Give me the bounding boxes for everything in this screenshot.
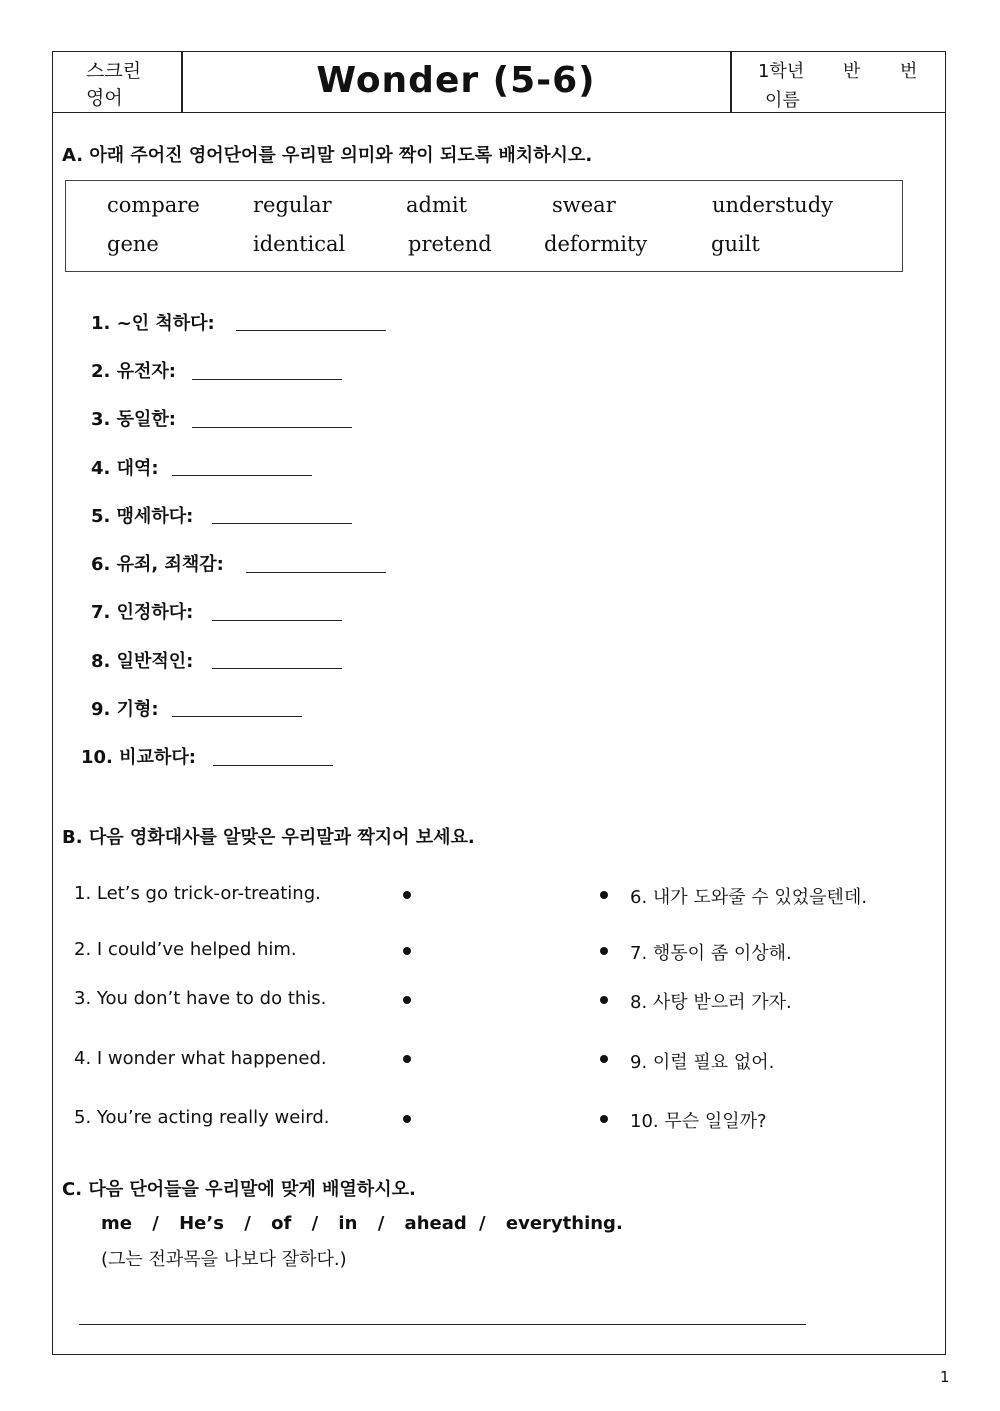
match-dot-right[interactable] (600, 947, 608, 955)
english-line: 1. Let’s go trick-or-treating. (74, 883, 321, 904)
match-dot-left[interactable] (403, 1055, 411, 1063)
scrambled-word: ahead (404, 1213, 467, 1234)
scrambled-word: of (271, 1213, 292, 1234)
match-dot-left[interactable] (403, 996, 411, 1004)
match-dot-right[interactable] (600, 891, 608, 899)
word-bank-item: identical (253, 232, 346, 256)
word-bank-item: admit (406, 193, 468, 217)
match-dot-right[interactable] (600, 996, 608, 1004)
answer-blank[interactable] (172, 716, 302, 717)
word-bank-item: swear (552, 193, 616, 217)
answer-blank[interactable] (213, 765, 333, 766)
english-line: 3. You don’t have to do this. (74, 988, 327, 1009)
section-c-heading: C. 다음 단어들을 우리말에 맞게 배열하시오. (62, 1179, 416, 1200)
english-line: 4. I wonder what happened. (74, 1048, 327, 1069)
word-bank-item: gene (107, 232, 159, 256)
answer-blank[interactable] (212, 620, 342, 621)
word-separator: / (152, 1213, 159, 1234)
scrambled-word: He’s (179, 1213, 224, 1234)
word-separator: / (479, 1213, 486, 1234)
scrambled-word: everything. (505, 1213, 623, 1234)
subject-line-1: 스크린 (86, 60, 142, 82)
word-bank-item: regular (253, 193, 332, 217)
answer-blank[interactable] (212, 523, 352, 524)
section-a-heading: A. 아래 주어진 영어단어를 우리말 의미와 짝이 되도록 배치하시오. (62, 145, 593, 166)
question-label: 4. 대역: (91, 458, 159, 479)
scrambled-word: me (101, 1213, 132, 1234)
question-label: 6. 유죄, 죄책감: (91, 554, 224, 575)
korean-line: 6. 내가 도와줄 수 있었을텐데. (630, 887, 868, 908)
answer-line[interactable] (79, 1324, 806, 1325)
page-number: 1 (940, 1368, 950, 1386)
subject-line-2: 영어 (86, 87, 123, 109)
subject-label (86, 58, 141, 112)
word-separator: / (311, 1213, 319, 1234)
number-label: 번 (900, 61, 918, 82)
word-bank-item: deformity (544, 232, 648, 256)
word-bank-item: compare (107, 193, 200, 217)
question-label: 7. 인정하다: (91, 602, 194, 623)
word-bank-item: understudy (712, 193, 834, 217)
korean-line: 7. 행동이 좀 이상해. (630, 943, 792, 964)
answer-blank[interactable] (246, 572, 386, 573)
question-label: 10. 비교하다: (81, 747, 196, 768)
question-label: 9. 기형: (91, 699, 159, 720)
question-label: 1. ~인 척하다: (91, 313, 215, 334)
question-label: 8. 일반적인: (91, 651, 194, 672)
section-b-heading: B. 다음 영화대사를 알맞은 우리말과 짝지어 보세요. (62, 827, 475, 848)
match-dot-right[interactable] (600, 1115, 608, 1123)
question-label: 5. 맹세하다: (91, 506, 194, 527)
answer-blank[interactable] (192, 379, 342, 380)
worksheet-title: Wonder (5-6) (316, 60, 596, 101)
match-dot-right[interactable] (600, 1055, 608, 1063)
class-label: 반 (843, 61, 861, 82)
word-separator: / (377, 1213, 385, 1234)
english-line: 2. I could’ve helped him. (74, 939, 297, 960)
answer-blank[interactable] (212, 668, 342, 669)
question-label: 2. 유전자: (91, 361, 176, 382)
match-dot-left[interactable] (403, 947, 411, 955)
korean-line: 10. 무슨 일일까? (630, 1111, 767, 1132)
english-line: 5. You’re acting really weird. (74, 1107, 330, 1128)
answer-blank[interactable] (236, 330, 386, 331)
word-bank-item: guilt (711, 232, 760, 256)
question-label: 3. 동일한: (91, 409, 176, 430)
korean-hint: (그는 전과목을 나보다 잘하다.) (101, 1249, 347, 1270)
match-dot-left[interactable] (403, 1115, 411, 1123)
header-divider (730, 51, 732, 113)
match-dot-left[interactable] (403, 891, 411, 899)
grade-label: 1학년 (758, 61, 805, 82)
korean-line: 8. 사탕 받으러 가자. (630, 992, 792, 1013)
answer-blank[interactable] (172, 475, 312, 476)
name-label: 이름 (765, 90, 800, 111)
word-separator: / (244, 1213, 251, 1234)
answer-blank[interactable] (192, 427, 352, 428)
scrambled-words (101, 1213, 623, 1234)
word-bank-item: pretend (408, 232, 492, 256)
scrambled-word: in (338, 1213, 358, 1234)
korean-line: 9. 이럴 필요 없어. (630, 1052, 775, 1073)
